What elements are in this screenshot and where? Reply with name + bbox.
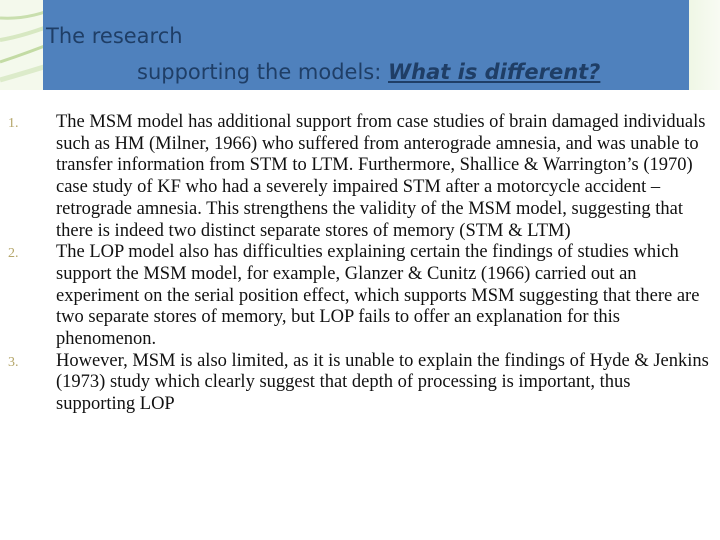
slide-title-emphasis: What is different? bbox=[388, 60, 601, 84]
list-number: 2. bbox=[8, 246, 19, 262]
list-number: 3. bbox=[8, 354, 19, 370]
numbered-list bbox=[0, 112, 720, 416]
list-item bbox=[0, 351, 720, 416]
slide-title-line1: The research bbox=[46, 24, 183, 48]
list-text: The MSM model has additional support from case studies of brain damaged individuals such as HM (Milner, 1966) who suffered from anterograde amnesia, and was unable to transfer information from STM to LTM. Furthermore, Shallice & Warrington’s (1970) case study of KF who had a severely impaired STM after a motorcycle accident – retrograde amnesia. This strengthens the validity of the MSM model, suggesting that there is indeed two distinct separate stores of memory (STM & LTM) bbox=[56, 112, 706, 241]
list-text: The LOP model also has difficulties explaining certain the findings of studies which support the MSM model, for example, Glanzer & Cunitz (1966) carried out an experiment on the serial position effect, which supports MSM suggesting that there are two separate stores of memory, but LOP fails to offer an explanation for this phenomenon. bbox=[56, 242, 700, 350]
slide-title-line2 bbox=[137, 60, 600, 84]
right-decoration bbox=[686, 0, 720, 90]
list-item bbox=[0, 242, 720, 351]
list-number: 1. bbox=[8, 116, 19, 131]
list-item bbox=[0, 112, 720, 242]
list-text: However, MSM is also limited, as it is unable to explain the findings of Hyde & Jenkins (1973) study which clearly suggest that depth of processing is important, thus supporting LOP bbox=[56, 350, 709, 415]
slide-title-prefix: supporting the models: bbox=[137, 60, 388, 84]
